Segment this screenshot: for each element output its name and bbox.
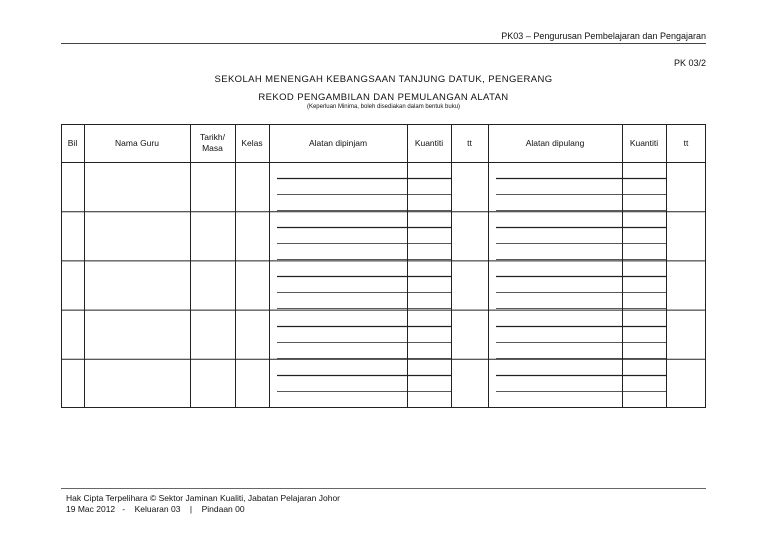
- header-tarikh: Tarikh/: [199, 132, 226, 142]
- document-header-reference: [501, 31, 706, 41]
- footer-divider: [61, 488, 706, 489]
- header-code: PK03: [501, 31, 524, 41]
- header-tt-pulang: tt: [683, 137, 689, 148]
- header-masa: Masa: [202, 143, 223, 153]
- footer-separator: -: [122, 504, 126, 514]
- footer-separator: |: [189, 504, 193, 514]
- form-code: PK 03/2: [673, 58, 706, 68]
- header-title: Pengurusan Pembelajaran dan Pengajaran: [533, 31, 706, 41]
- header-kuantiti-pulang: Kuantiti: [629, 137, 659, 148]
- footer-issue-info: [66, 504, 245, 514]
- header-bil: Bil: [67, 137, 78, 148]
- footer-copyright: Hak Cipta Terpelihara © Sektor Jaminan Kualiti, Jabatan Pelajaran Johor: [66, 493, 341, 503]
- footer-date: 19 Mac 2012: [66, 504, 116, 514]
- header-kelas: Kelas: [241, 137, 263, 148]
- header-tt-pinjam: tt: [467, 137, 472, 148]
- table-grid-lines: [61, 124, 706, 408]
- header-divider: [61, 43, 706, 44]
- footer-issue: Keluaran 03: [134, 504, 181, 514]
- header-dash: –: [525, 31, 531, 41]
- footer-revision: Pindaan 00: [201, 504, 245, 514]
- header-kuantiti-pinjam: Kuantiti: [414, 137, 444, 148]
- header-tarikh-masa: [190, 124, 235, 162]
- equipment-record-table: [61, 124, 706, 408]
- header-nama-guru: Nama Guru: [115, 137, 159, 148]
- header-alatan-dipinjam: Alatan dipinjam: [308, 137, 368, 148]
- form-note: (Keperluan Minima, boleh disediakan dalam bentuk buku): [306, 104, 461, 110]
- school-name: SEKOLAH MENENGAH KEBANGSAAN TANJUNG DATUK, PENGERANG: [214, 74, 553, 85]
- form-title: REKOD PENGAMBILAN DAN PEMULANGAN ALATAN: [258, 92, 509, 103]
- header-alatan-dipulang: Alatan dipulang: [525, 137, 585, 148]
